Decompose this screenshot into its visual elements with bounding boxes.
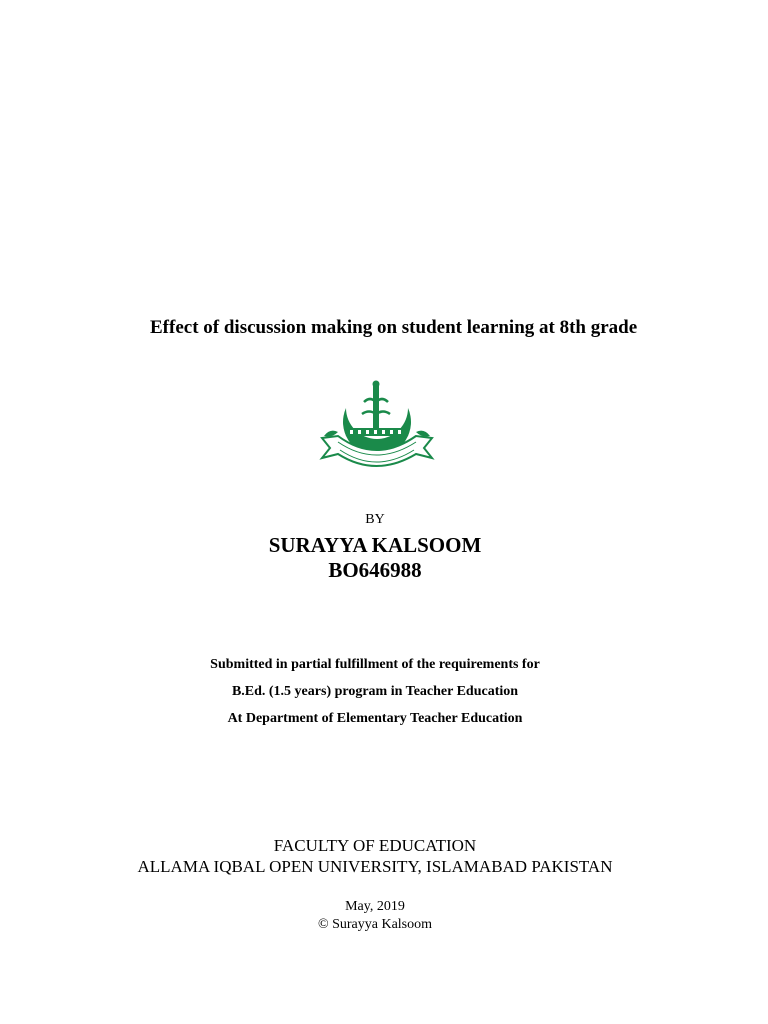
faculty-name: FACULTY OF EDUCATION [273,836,477,855]
document-title: Effect of discussion making on student learning at 8th grade [150,317,638,338]
copyright-notice: © Surayya Kalsoom [317,917,433,932]
author-name: SURAYYA KALSOOM [268,533,482,557]
university-crest-icon [316,378,438,484]
submission-date: May, 2019 [345,899,405,914]
university-name: ALLAMA IQBAL OPEN UNIVERSITY, ISLAMABAD PAKISTAN [137,857,613,876]
submission-line: Submitted in partial fulfillment of the requirements for [210,657,540,672]
submission-line: At Department of Elementary Teacher Education [227,711,523,726]
submission-line: B.Ed. (1.5 years) program in Teacher Education [231,684,519,699]
registration-number: BO646988 [328,558,422,582]
by-label: BY [365,512,385,527]
